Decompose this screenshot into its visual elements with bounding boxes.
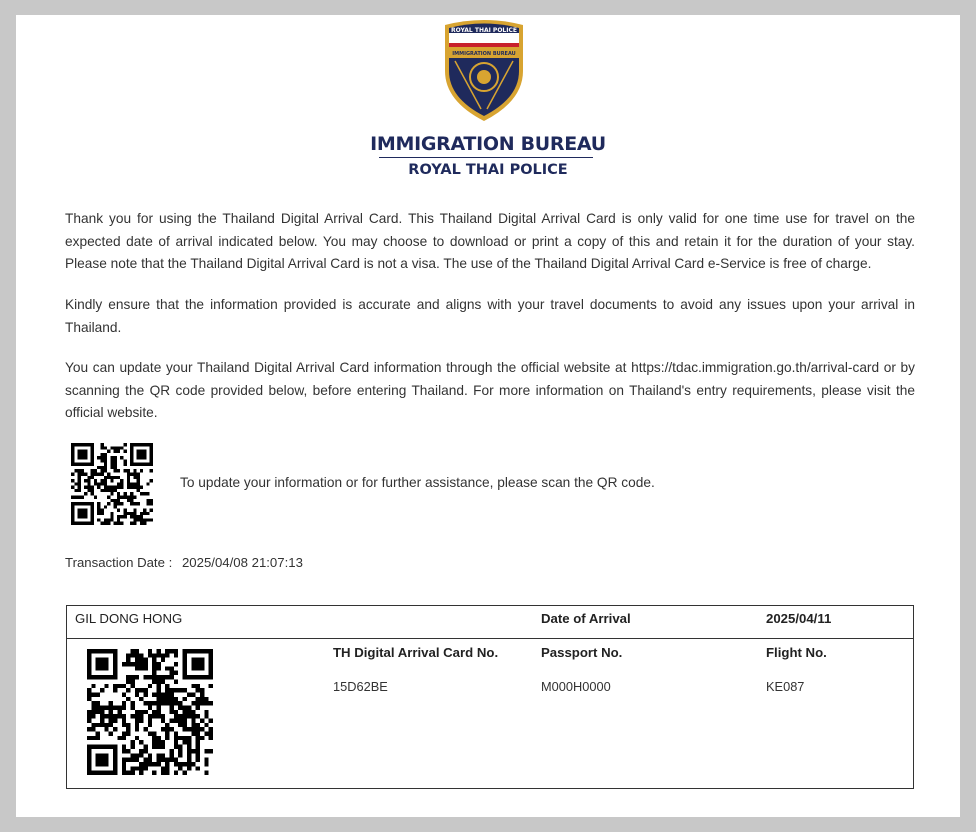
intro-paragraph: Thank you for using the Thailand Digital Arrival Card. This Thailand Digital Arrival Card is only valid for one time use for travel on the expected date of arrival indicated below. You may choose to download or print a copy of this and retain it for the duration of your stay. Please note that the Thailand Digital Arrival Card is not a visa. The use of the Thailand Digital Arrival Card e-Service is free of charge. <box>65 211 915 271</box>
qr-caption: To update your information or for further assistance, please scan the QR code. <box>180 475 655 490</box>
flight-number-value: KE087 <box>766 679 805 694</box>
date-of-arrival-label: Date of Arrival <box>541 611 631 626</box>
badge-top-text: ROYAL THAI POLICE <box>451 27 517 34</box>
tdac-number-value: 15D62BE <box>333 679 388 694</box>
bureau-subtitle: ROYAL THAI POLICE <box>408 162 568 178</box>
transaction-date <box>65 555 303 570</box>
badge-band-text: IMMIGRATION BUREAU <box>452 51 516 57</box>
accuracy-paragraph: Kindly ensure that the information provided is accurate and aligns with your travel documents to avoid any issues upon your arrival in Thailand. <box>65 297 915 335</box>
update-paragraph: You can update your Thailand Digital Arrival Card information through the official website at https://tdac.immigration.go.th/arrival-card or by scanning the QR code provided below, before entering Thailand. For more information on Thailand's entry requirements, please visit the official website. <box>65 360 915 420</box>
traveler-name: GIL DONG HONG <box>75 611 183 626</box>
tdac-number-label: TH Digital Arrival Card No. <box>333 645 499 660</box>
card-divider <box>67 638 913 639</box>
arrival-card-document <box>16 15 960 817</box>
title-divider <box>379 157 593 158</box>
transaction-date-value: 2025/04/08 21:07:13 <box>181 555 303 570</box>
passport-number-label: Passport No. <box>541 645 623 660</box>
flight-number-label: Flight No. <box>766 645 827 660</box>
arrival-card-qr-code <box>87 649 213 775</box>
date-of-arrival-value: 2025/04/11 <box>766 611 832 626</box>
royal-thai-police-badge <box>441 19 527 123</box>
arrival-card-summary <box>66 605 914 789</box>
bureau-title: IMMIGRATION BUREAU <box>370 133 606 155</box>
passport-number-value: M000H0000 <box>541 679 611 694</box>
update-qr-code[interactable] <box>71 443 153 525</box>
transaction-date-label: Transaction Date : <box>65 555 173 570</box>
